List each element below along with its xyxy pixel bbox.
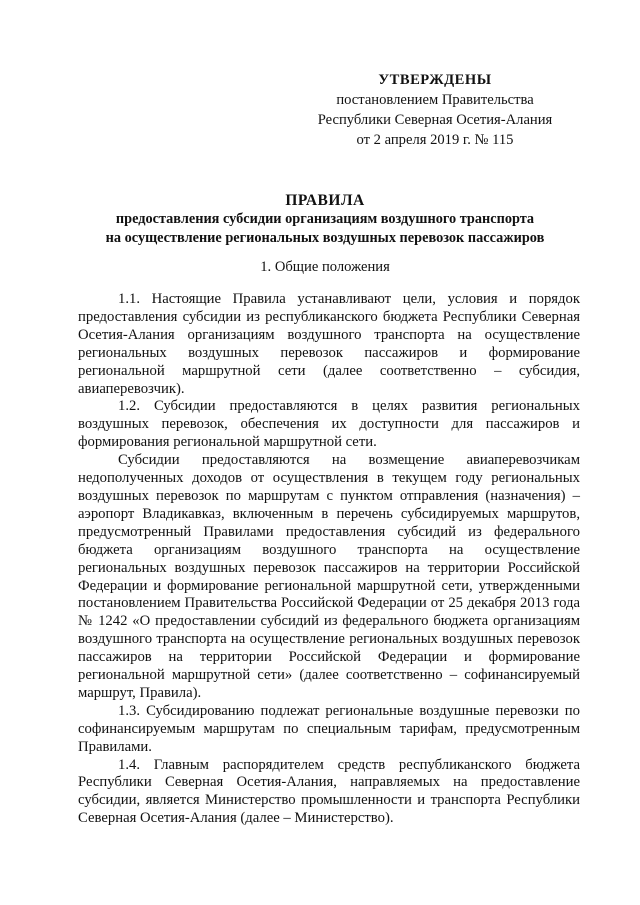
paragraph-1-4: 1.4. Главным распорядителем средств республиканского бюджета Республики Северная Осетия-Алания, направляемых на предоставление субсидии, является Министерство промышленности и транспорта Республики Северная Осетия-Алания (далее – Министерство). — [78, 756, 580, 827]
paragraph-1-2: 1.2. Субсидии предоставляются в целях развития региональных воздушных перевозок, обеспечения их доступности для пассажиров и формирования региональной маршрутной сети. — [78, 398, 580, 451]
subtitle-line-2: на осуществление региональных воздушных перевозок пассажиров — [105, 230, 545, 246]
section-heading: 1. Общие положения — [260, 259, 390, 275]
document-body — [78, 291, 580, 828]
approval-line-3: от 2 апреля 2019 г. № 115 — [356, 132, 514, 148]
approval-line-2: Республики Северная Осетия-Алания — [317, 112, 553, 128]
document-title: ПРАВИЛА — [285, 192, 365, 209]
paragraph-1-3: 1.3. Субсидированию подлежат региональные воздушные перевозки по софинансируемым маршрутам по специальным тарифам, предусмотренным Правилами. — [78, 702, 580, 755]
approval-heading: УТВЕРЖДЕНЫ — [378, 72, 492, 88]
approval-block — [300, 70, 570, 150]
paragraph-1-1: 1.1. Настоящие Правила устанавливают цели, условия и порядок предоставления субсидии из республиканского бюджета Республики Северная Осетия-Алания организациям воздушного транспорта на осуществление региональных воздушных перевозок пассажиров и формирование региональной маршрутной сети (далее соответственно – субсидия, авиаперевозчик). — [78, 291, 580, 397]
approval-line-1: постановлением Правительства — [336, 92, 534, 108]
document-subtitle — [70, 210, 580, 248]
paragraph-subsidy-purpose: Субсидии предоставляются на возмещение авиаперевозчикам недополученных доходов от осуществления в текущем году региональных воздушных перевозок по маршрутам с пунктом отправления (назначения) – аэропорт Владикавказ, включенным в перечень субсидируемых маршрутов, предусмотренный Правилами предоставления субсидий из федерального бюджета организациям воздушного транспорта на осуществление региональных воздушных перевозок пассажиров на территории Российской Федерации и формирование региональной маршрутной сети, утвержденными постановлением Правительства Российской Федерации от 25 декабря 2013 года № 1242 «О предоставлении субсидий из федерального бюджета организациям воздушного транспорта на осуществление региональных воздушных перевозок пассажиров на территории Российской Федерации и формирование региональной маршрутной сети» (далее соответственно – софинансируемый маршрут, Правила). — [78, 452, 580, 701]
subtitle-line-1: предоставления субсидии организациям воздушного транспорта — [115, 211, 535, 227]
